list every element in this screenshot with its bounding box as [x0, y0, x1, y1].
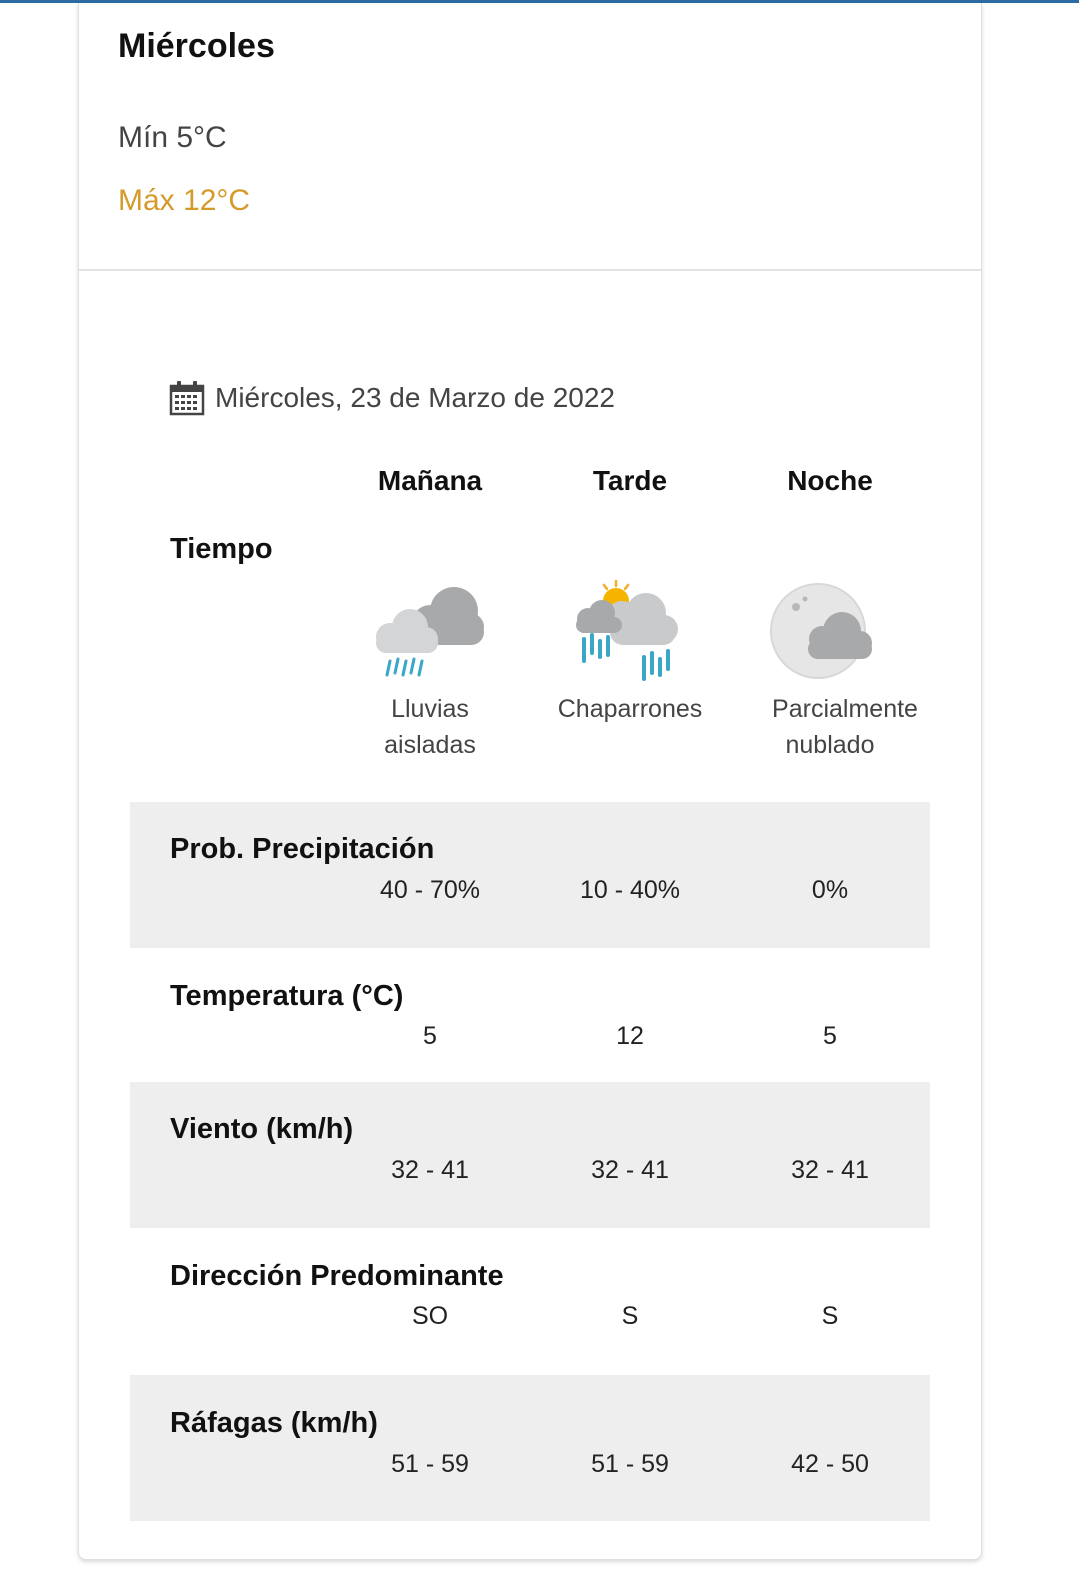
precipitation-label: Prob. Precipitación — [170, 833, 435, 865]
gusts-morning: 51 - 59 — [391, 1450, 469, 1478]
temperature-afternoon: 12 — [616, 1022, 644, 1050]
wind-row — [130, 1082, 930, 1228]
wind-direction-label: Dirección Predominante — [170, 1260, 504, 1292]
weather-desc-afternoon: Chaparrones — [557, 695, 703, 723]
gusts-night: 42 - 50 — [791, 1450, 869, 1478]
precipitation-morning: 40 - 70% — [379, 876, 481, 904]
gusts-label: Ráfagas (km/h) — [170, 1407, 378, 1439]
wind-direction-night: S — [821, 1302, 839, 1330]
wind-afternoon: 32 - 41 — [591, 1156, 669, 1184]
wind-direction-morning: SO — [411, 1302, 449, 1330]
moon-cloud-icon — [730, 577, 930, 687]
column-header-night: Noche — [787, 465, 873, 496]
wind-night: 32 - 41 — [791, 1156, 869, 1184]
wind-morning: 32 - 41 — [391, 1156, 469, 1184]
wind-label: Viento (km/h) — [170, 1113, 354, 1145]
forecast-date-text: Miércoles, 23 de Marzo de 2022 — [215, 382, 615, 413]
day-title: Miércoles — [118, 27, 275, 65]
precipitation-night: 0% — [811, 876, 849, 904]
weather-desc-night: Parcialmente nublado — [772, 695, 918, 759]
max-temperature: Máx 12°C — [118, 184, 251, 217]
gusts-afternoon: 51 - 59 — [591, 1450, 669, 1478]
showers-sun-icon — [530, 577, 730, 687]
wind-direction-afternoon: S — [621, 1302, 639, 1330]
day-summary — [79, 3, 981, 271]
min-temperature: Mín 5°C — [118, 121, 227, 154]
day-forecast-card — [78, 3, 982, 1560]
precipitation-row — [130, 802, 930, 948]
precipitation-afternoon: 10 - 40% — [579, 876, 681, 904]
weather-desc-morning: Lluvias aisladas — [384, 695, 476, 759]
temperature-night: 5 — [823, 1022, 837, 1050]
column-header-afternoon: Tarde — [592, 465, 668, 496]
rain-clouds-icon — [330, 577, 530, 687]
weather-row-label: Tiempo — [170, 533, 273, 565]
column-header-morning: Mañana — [377, 465, 483, 496]
forecast-date — [169, 380, 615, 416]
gusts-row — [130, 1375, 930, 1521]
calendar-icon — [169, 380, 205, 416]
temperature-morning: 5 — [423, 1022, 437, 1050]
temperature-label: Temperatura (°C) — [170, 980, 404, 1012]
